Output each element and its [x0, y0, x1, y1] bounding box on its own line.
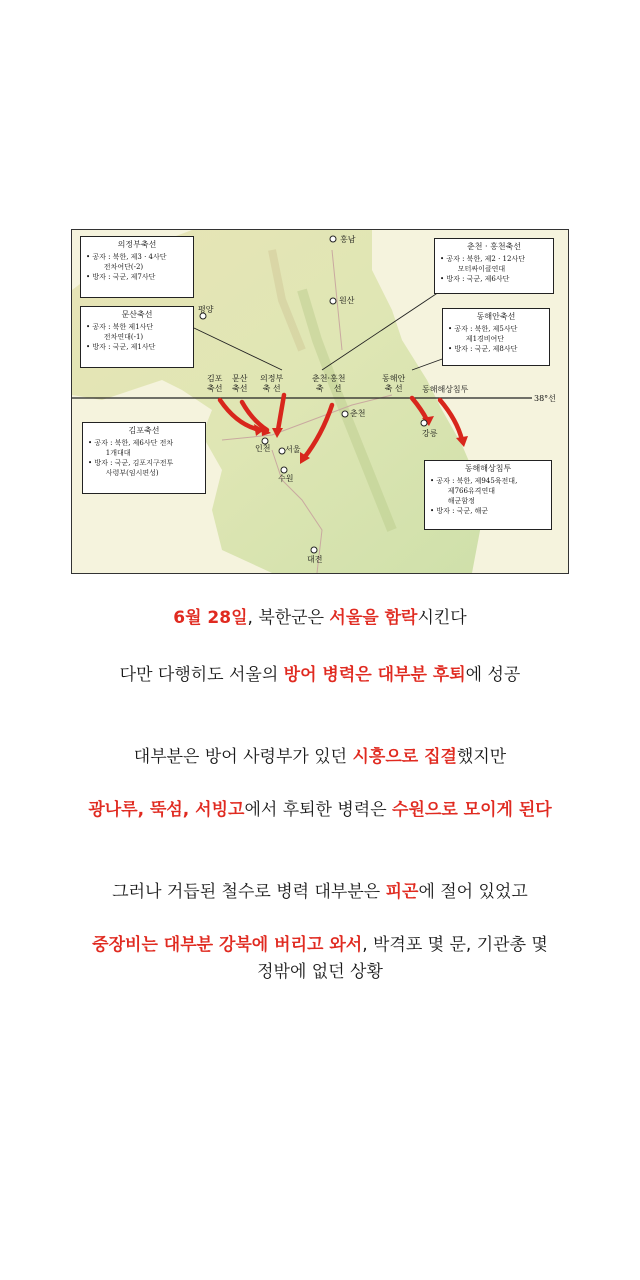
caption-text: 대부분은 방어 사령부가 있던 [133, 747, 353, 767]
info-box-chuncheon [434, 238, 554, 294]
highlight-text: 피곤 [385, 882, 419, 902]
box-line: • 공자 : 북한, 제6사단 전차 [88, 439, 174, 447]
caption-text: 시킨다 [417, 608, 467, 628]
box-line: 전차연대(-1) [86, 333, 144, 341]
highlight-text: 수원으로 모이게 된다 [392, 800, 552, 820]
box-title: 동해안축선 [476, 312, 516, 321]
highlight-text: 광나루, 뚝섬, 서빙고 [88, 800, 245, 820]
info-box-gimpo [82, 422, 206, 494]
parallel-label: 38°선 [534, 394, 556, 403]
highlight-text: 서울을 함락 [329, 608, 418, 628]
city-label-gangneung: 강릉 [422, 429, 438, 438]
caption-text: 에서 후퇴한 병력은 [244, 800, 393, 820]
box-line: 제1경비여단 [448, 335, 505, 343]
highlight-text: 6월 28일 [173, 608, 248, 628]
caption-line-3 [0, 745, 640, 769]
caption-line-6 [0, 933, 640, 957]
box-line: 1개대대 [88, 449, 131, 457]
box-line: • 공자 : 북한, 제5사단 [448, 325, 518, 333]
box-line: 모터싸이클연대 [440, 265, 506, 273]
city-label-suwon: 수원 [278, 474, 294, 483]
city-label-incheon: 인천 [255, 444, 271, 453]
info-box-uijeongbu [80, 236, 194, 298]
axis-label-east-coast: 동해안 축 선 [382, 374, 406, 393]
box-title: 춘천 · 홍천축선 [467, 242, 521, 251]
city-label-seoul: 서울 [285, 445, 301, 454]
caption-text: , 북한군은 [247, 608, 330, 628]
info-box-munsan [80, 306, 194, 368]
box-title: 문산축선 [121, 310, 153, 319]
caption-text: 에 성공 [465, 665, 521, 685]
box-line: • 방자 : 국군, 제1사단 [86, 343, 156, 351]
axis-label-uijeongbu: 의정부 축 선 [260, 374, 284, 393]
box-title: 동해해상침투 [464, 464, 512, 473]
korean-war-map [71, 229, 569, 574]
box-line: • 공자 : 북한, 제2 · 12사단 [440, 255, 525, 263]
caption-line-5 [0, 880, 640, 904]
box-title: 의정부축선 [117, 240, 157, 249]
axis-label-munsan: 문산 축선 [232, 374, 248, 393]
caption-line-2 [0, 663, 640, 687]
city-label-chuncheon: 춘천 [350, 409, 366, 418]
box-line: • 방자 : 국군, 제8사단 [448, 345, 518, 353]
city-label-pyongyang: 평양 [198, 305, 214, 314]
caption-text: 그러나 거듭된 철수로 병력 대부분은 [112, 882, 386, 902]
highlight-text: 중장비는 대부분 강북에 버리고 와서 [92, 935, 363, 955]
box-line: 해군함정 [430, 497, 475, 505]
caption-text: , 박격포 몇 문, 기관총 몇 [362, 935, 548, 955]
caption-line-4 [0, 798, 640, 822]
box-line: • 방자 : 국군, 김포지구전투 [88, 459, 174, 467]
caption-text: 에 절어 있었고 [418, 882, 528, 902]
box-line: • 공자 : 북한, 제945육전대, [430, 477, 518, 485]
box-line: 제766유격연대 [430, 487, 495, 495]
caption-line-1 [0, 606, 640, 630]
city-label-hongnam: 홍남 [340, 235, 356, 244]
box-line: • 방자 : 국군, 해군 [430, 507, 489, 515]
info-box-east-coast [442, 308, 550, 366]
box-line: • 방자 : 국군, 제6사단 [440, 275, 510, 283]
caption-line-7 [0, 960, 640, 984]
box-line: 사령부(임시편성) [88, 469, 159, 477]
box-line: 전차여단(-2) [86, 263, 144, 271]
box-line: • 방자 : 국군, 제7사단 [86, 273, 156, 281]
city-label-wonsan: 원산 [339, 296, 355, 305]
caption-text: 다만 다행히도 서울의 [119, 665, 284, 685]
box-title: 김포축선 [128, 426, 160, 435]
box-line: • 공자 : 북한, 제3 · 4사단 [86, 253, 167, 261]
axis-label-chuncheon: 춘천·홍천 축 선 [312, 374, 346, 393]
city-label-daejeon: 대전 [307, 555, 323, 564]
axis-label-sea: 동해해상침투 [422, 385, 469, 394]
caption-text: 했지만 [456, 747, 507, 767]
highlight-text: 시흥으로 집결 [352, 747, 457, 767]
info-box-sea-infiltration [424, 460, 552, 530]
axis-label-gimpo: 김포 축선 [207, 374, 223, 393]
box-line: • 공자 : 북한 제1사단 [86, 323, 154, 331]
highlight-text: 방어 병력은 대부분 후퇴 [283, 665, 466, 685]
caption-text: 정밖에 없던 상황 [257, 962, 383, 982]
